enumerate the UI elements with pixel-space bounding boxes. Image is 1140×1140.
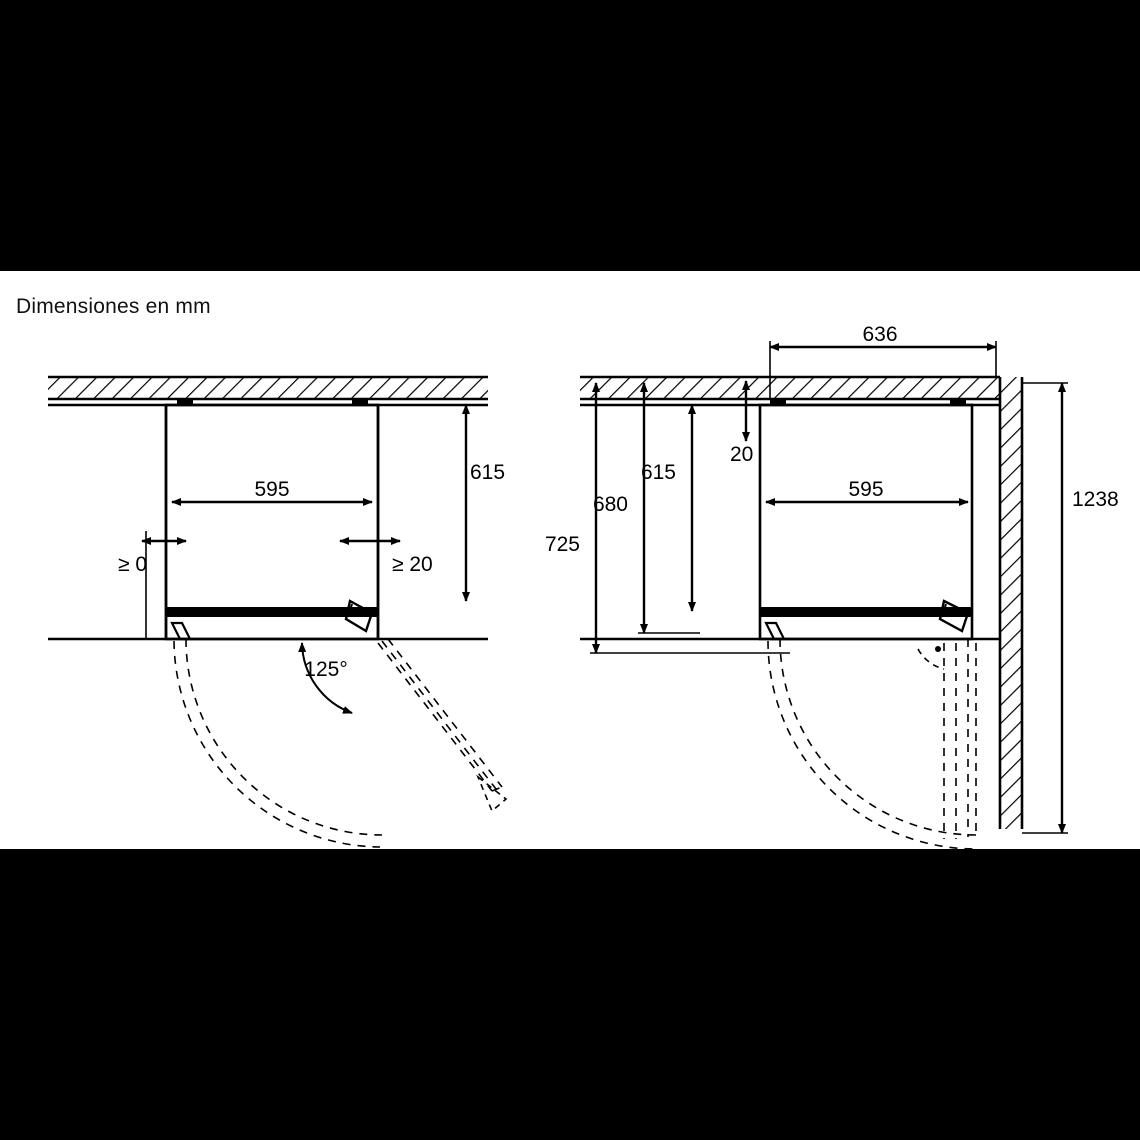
diagram-sheet bbox=[0, 271, 1140, 849]
page-title: Dimensiones en mm bbox=[16, 295, 211, 318]
left-view bbox=[48, 377, 506, 847]
dim-label-125deg: 125° bbox=[304, 658, 348, 681]
dim-label-ge20: ≥ 20 bbox=[392, 553, 433, 576]
dim-label-595-left: 595 bbox=[254, 478, 290, 501]
dim-label-615-right: 615 bbox=[640, 461, 676, 484]
dim-label-680: 680 bbox=[592, 493, 628, 516]
right-view bbox=[545, 323, 1119, 849]
dim-label-725: 725 bbox=[544, 533, 580, 556]
dim-label-636: 636 bbox=[862, 323, 898, 346]
dim-label-595-right: 595 bbox=[848, 478, 884, 501]
dim-label-615-left: 615 bbox=[470, 461, 506, 484]
dim-label-ge0: ≥ 0 bbox=[118, 553, 148, 576]
dim-label-1238: 1238 bbox=[1072, 488, 1119, 511]
dim-label-20: 20 bbox=[730, 443, 754, 466]
dimension-drawing bbox=[0, 271, 1140, 849]
